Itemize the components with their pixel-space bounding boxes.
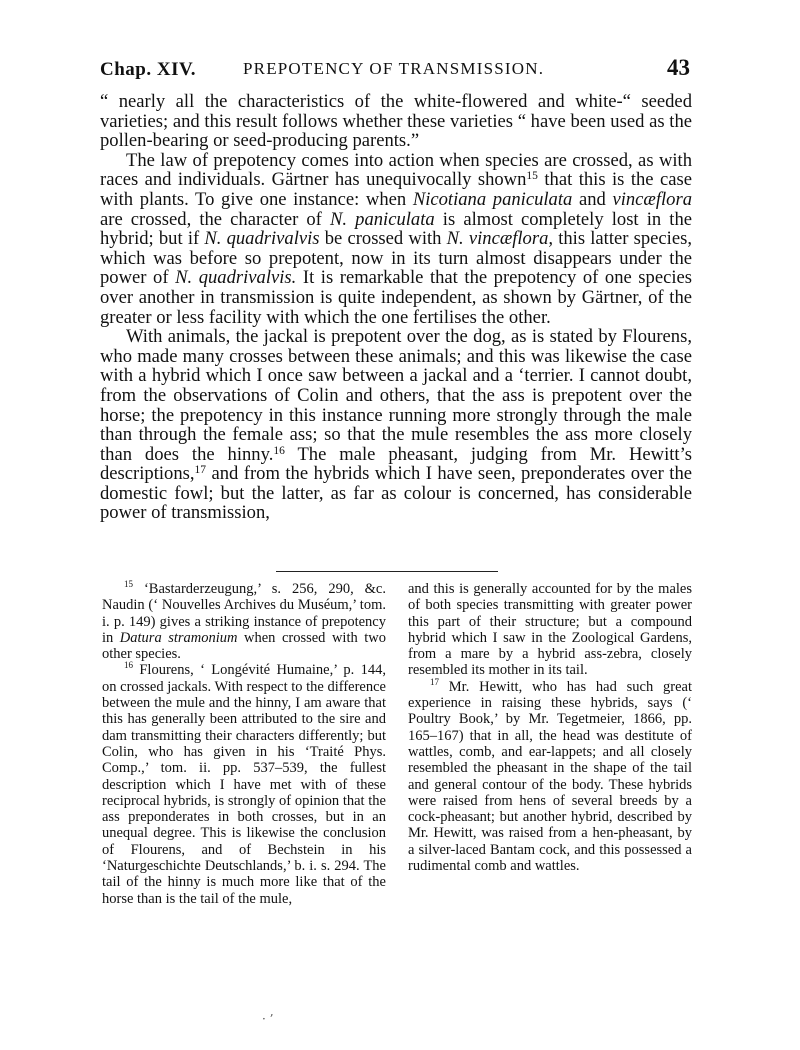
text-run: this latter species, which was before so prepotent, now in its turn almost disappears under the power of: [100, 228, 692, 289]
footnotes-left-column: [102, 581, 386, 907]
page-number: 43: [667, 55, 690, 80]
text-run: be crossed with: [319, 228, 447, 250]
footnote-number: 15: [124, 579, 133, 589]
text-run: With animals, the jackal is prepotent over the dog, as is stated by Flourens, who made many crosses between these animals; and this was likewise the case with a hybrid which I once saw between a jackal and a ‘terrier. I cannot doubt, from the observations of Colin and others, that the ass is prepotent over the horse; the prepotency in this instance running more strongly through the male than through the female ass; so that the mule resembles the ass more closely than does the hinny.: [100, 326, 692, 465]
footnotes-right-column: [408, 581, 692, 874]
footnote-ref-16: 16: [273, 444, 285, 457]
species-name: Datura stramonium: [119, 629, 238, 646]
text-run: that this is the case with plants. To give one instance: when: [100, 169, 692, 210]
footnote-ref-17: 17: [194, 464, 207, 477]
running-header: [100, 55, 690, 85]
species-name: N. paniculata: [329, 208, 435, 230]
species-name: N. vincæflora,: [446, 228, 554, 250]
paragraph-quote: “ nearly all the characteristics of the white-flowered and white-“ seeded varieties; and this result follows whether these varieties “ have been used as the pollen-bearing or seed-producing parents.”: [100, 91, 692, 152]
footnote-17: [408, 676, 692, 875]
footnote-15: [102, 581, 386, 662]
species-name: Nicotiana paniculata: [412, 188, 573, 210]
text-run: when crossed with two other species.: [102, 629, 386, 663]
running-title: PREPOTENCY OF TRANSMISSION.: [243, 59, 545, 78]
footnote-16: [102, 662, 386, 906]
text-run: ‘Bastarderzeugung,’ s. 256, 290, &c. Naudin (‘ Nouvelles Archives du Muséum,’ tom. i. p. 149) gives a striking instance of prepotency in: [102, 581, 386, 646]
text-run: The law of prepotency comes into action when species are crossed, as with races and individuals. Gärtner has unequivocally shown: [100, 149, 692, 191]
species-name: N. quadrivalvis.: [175, 267, 297, 289]
text-run: is almost completely lost in the hybrid; but if: [100, 208, 692, 250]
text-run: and: [572, 188, 613, 210]
paragraph-prepotency-species: [100, 151, 692, 327]
footnote-number: 17: [430, 676, 439, 687]
footnote-16-continued: and this is generally accounted for by the males of both species transmitting with greater power this part of their structure; but a compound hybrid which I saw in the Zoological Gardens, from a mare by a hybrid ass-zebra, closely resembled its mother in its tail.: [408, 581, 692, 679]
text-run: and from the hybrids which I have seen, preponderates over the domestic fowl; but the latter, as far as colour is concerned, has considerable power of transmission,: [100, 463, 692, 524]
text-run: The male pheasant, judging from Mr. Hewitt’s descriptions,: [100, 443, 692, 485]
chapter-label: Chap. XIV.: [100, 59, 196, 80]
text-run: It is remarkable that the prepotency of one species over another in transmission is quite independent, as shown by Gärtner, of the greater or less facility with which the one fertilises the other.: [100, 267, 692, 328]
footnote-ref-15: 15: [526, 170, 538, 183]
footnote-number: 16: [124, 660, 133, 671]
print-mark: · ’: [262, 1012, 274, 1026]
paragraph-animals: [100, 327, 692, 523]
text-run: Mr. Hewitt, who has had such great experience in raising these hybrids, says (‘ Poultry Book,’ by Mr. Tegetmeier, 1866, pp. 165–167) that in all, the head was destitute of wattles, comb, and ear-lappets; and all closely resembled the pheasant in the shape of the tail and general contour of the body. These hybrids were raised from hens of several breeds by a cock-pheasant; but another hybrid, described by Mr. Hewitt, was raised from a hen-pheasant, by a silver-laced Bantam cock, and this possessed a rudimental comb and wattles.: [408, 678, 692, 875]
species-name: N. quadrivalvis: [204, 228, 320, 250]
text-run: Flourens, ‘ Longévité Humaine,’ p. 144, on crossed jackals. With respect to the difference between the mule and the hinny, I am aware that this has generally been attributed to the sire and dam transmitting their characters differently; but Colin, who has given in his ‘Traité Phys. Comp.,’ tom. ii. pp. 537–539, the fullest description which I have met with of these reciprocal hybrids, is strongly of opinion that the ass preponderates in both crosses, but in an unequal degree. This is likewise the conclusion of Flourens, and of Bechstein in his ‘Naturgeschichte Deutschlands,’ b. i. s. 294. The tail of the hinny is much more like that of the horse than is the tail of the mule,: [102, 662, 386, 907]
text-run: are crossed, the character of: [100, 208, 330, 230]
footnote-divider: [276, 571, 498, 572]
main-text: [100, 92, 692, 523]
species-name: vincæflora: [612, 188, 692, 210]
